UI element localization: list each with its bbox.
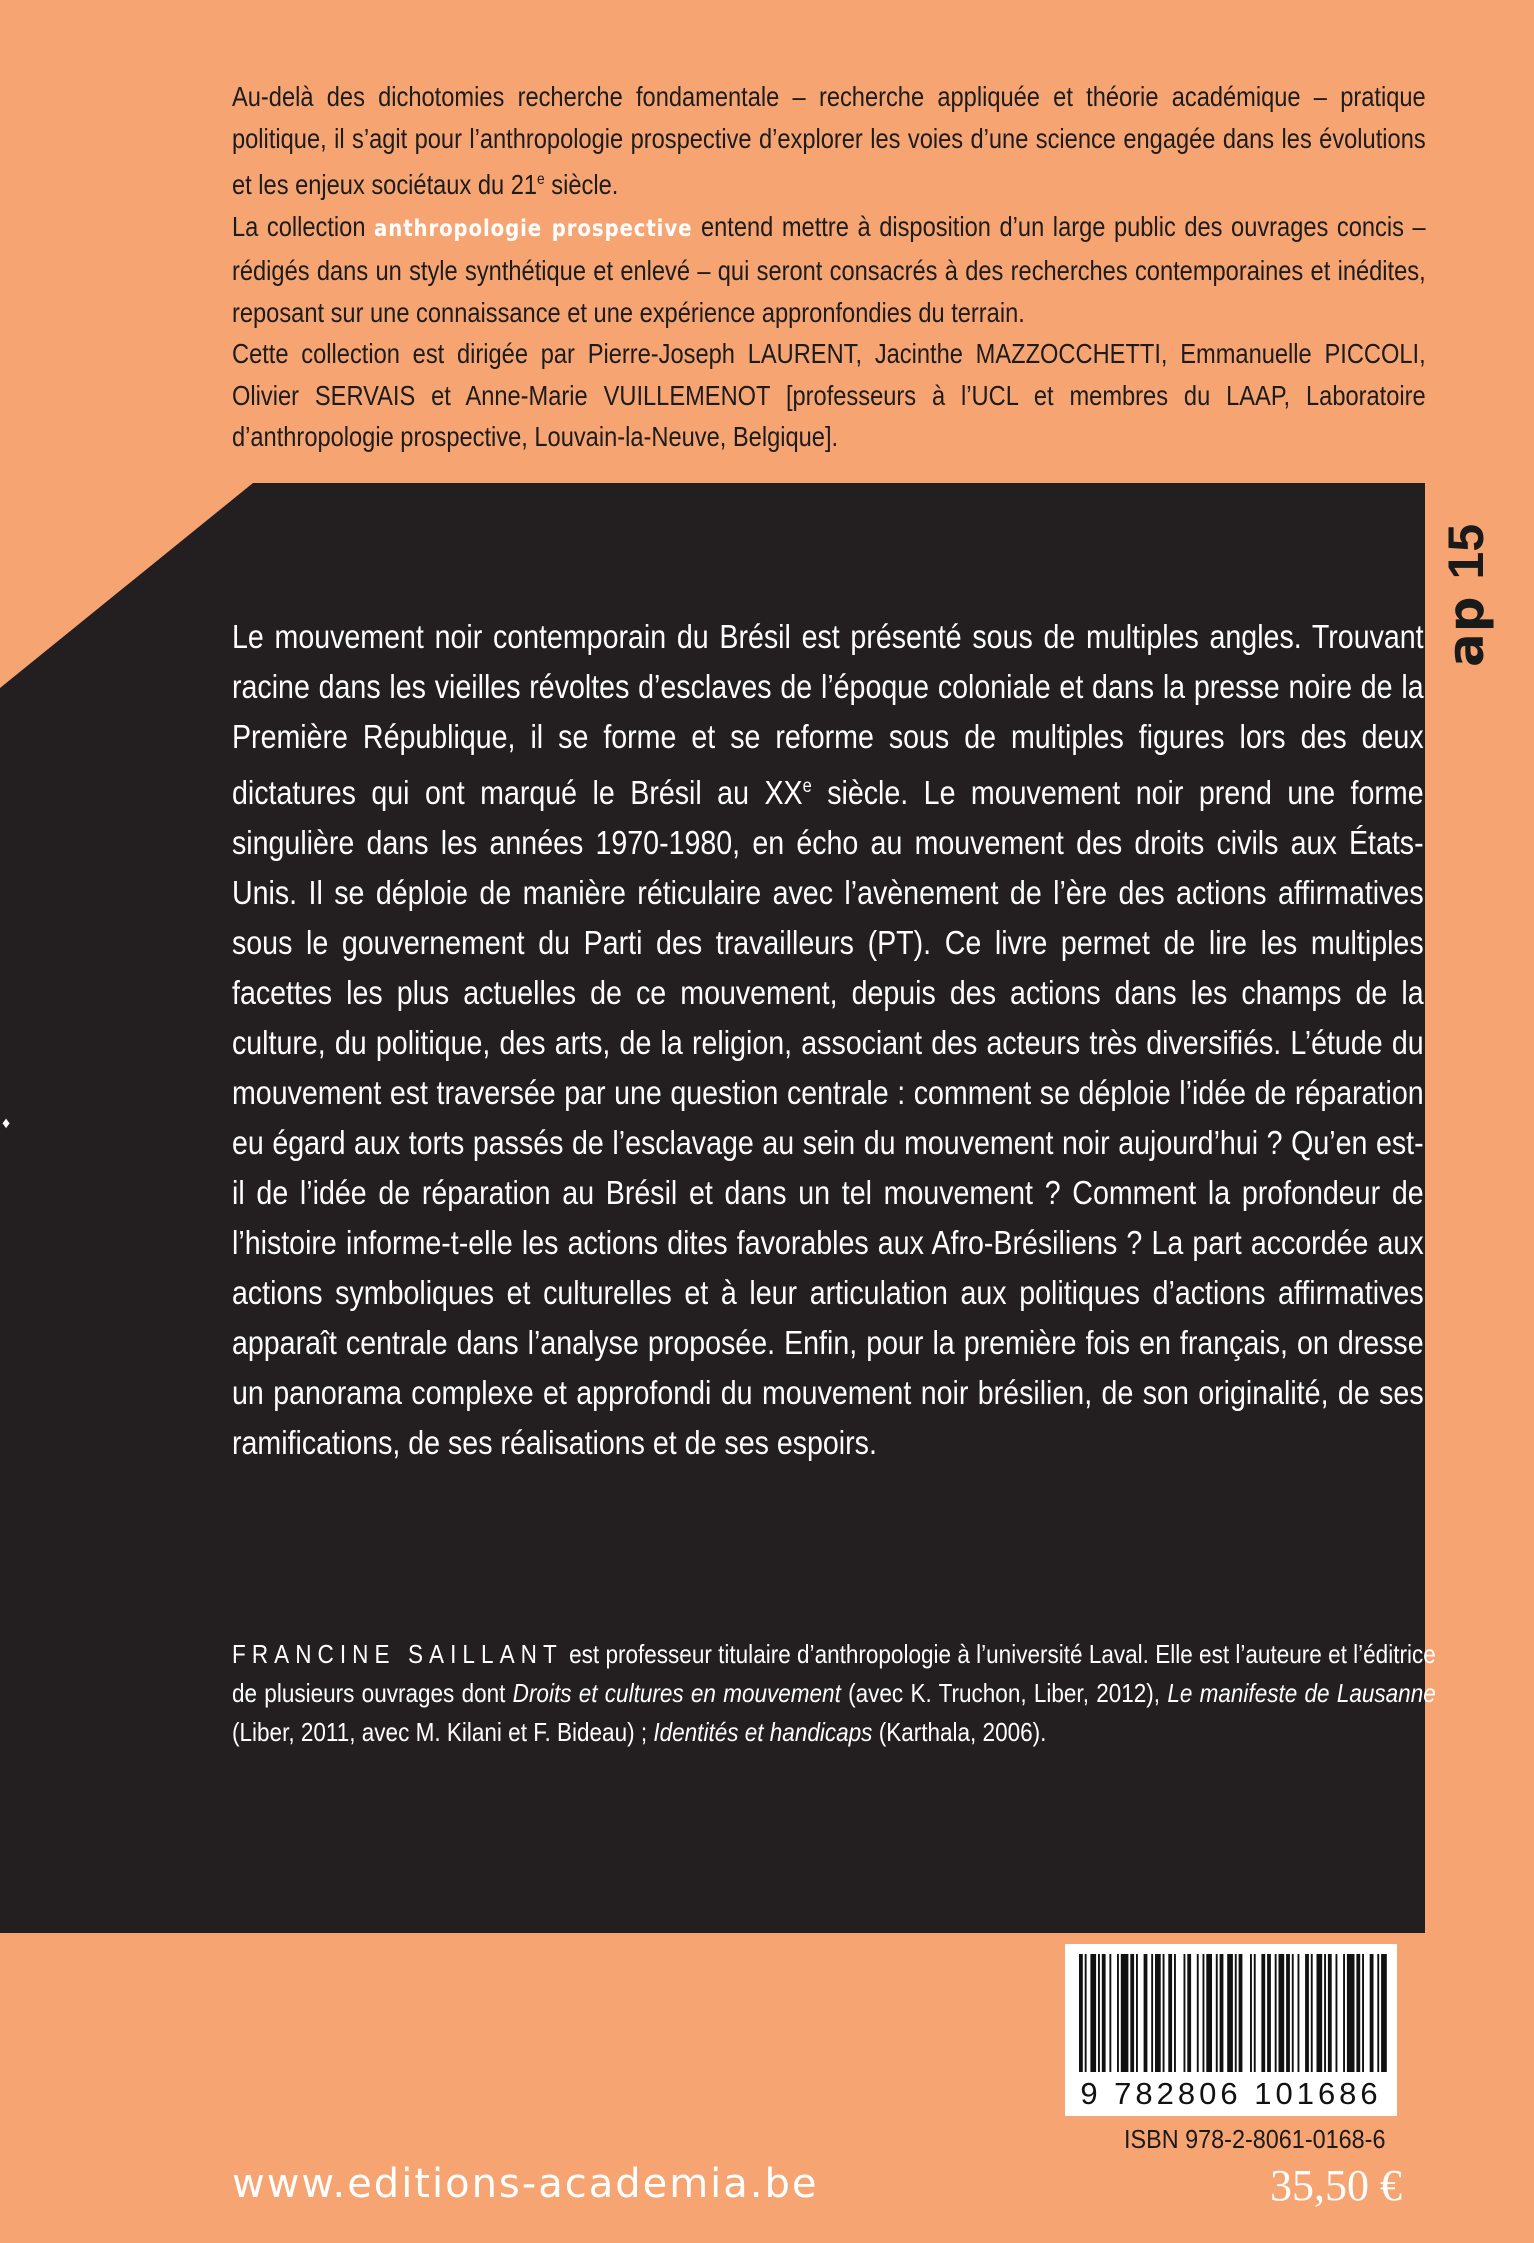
- barcode-bar: [1305, 1954, 1309, 2072]
- barcode-bar: [1370, 1954, 1374, 2072]
- barcode-bar: [1216, 1954, 1218, 2072]
- barcode-bar: [1324, 1954, 1326, 2072]
- barcode-bar: [1381, 1954, 1387, 2072]
- book-summary: Le mouvement noir contemporain du Brésil est présenté sous de multiples angles. Trouvant racine dans les vieilles révoltes d’esclaves de l’époque coloniale et dans la presse noire de la Première République, il se forme et se reforme sous de multiples figures lors des deux dictatures qui ont marqué le Brésil au XXe siècle. Le mouvement noir prend une forme singulière dans les années 1970-1980, en écho au mouvement des droits civils aux États-Unis. Il se déploie de manière réticulaire avec l’avènement de l’ère des actions affirmatives sous le gouvernement du Parti des travailleurs (PT). Ce livre permet de lire les multiples facettes les plus actuelles de ce mouvement, depuis des actions dans les champs de la culture, du politique, des arts, de la religion, associant des acteurs très diversifiés. L’étude du mouvement est traversée par une question centrale : comment se déploie l’idée de réparation eu égard aux torts passés de l’esclavage au sein du mouvement noir aujourd’hui ? Qu’en est-il de l’idée de réparation au Brésil et dans un tel mouvement ? Comment la profondeur de l’histoire informe-t-elle les actions dites favorables aux Afro-Brésiliens ? La part accordée aux actions symboliques et culturelles et à leur articulation aux politiques d’actions affirmatives apparaît centrale dans l’analyse proposée. Enfin, pour la première fois en français, on dresse un panorama complexe et approfondi du mouvement noir brésilien, de son originalité, de ses ramifications, de ses réalisations et de ses espoirs.: [232, 618, 1424, 1461]
- barcode-bar: [1079, 1954, 1083, 2072]
- barcode-bar: [1227, 1954, 1233, 2072]
- series-number: 15: [1438, 523, 1494, 580]
- barcode-bar: [1163, 1954, 1165, 2072]
- barcode-bar: [1184, 1954, 1186, 2072]
- intro-paragraph: Au-delà des dichotomies recherche fondamentale – recherche appliquée et théorie académique – pratique politique, il s’agit pour l’anthropologie prospective d’explorer les voies d’une science engagée dans les évolutions et les enjeux sociétaux du 21e siècle.: [232, 81, 1426, 201]
- barcode-bar: [1102, 1954, 1106, 2072]
- barcode-bar: [1377, 1954, 1379, 2072]
- barcode-bar: [1317, 1954, 1323, 2072]
- barcode-bar: [1347, 1954, 1355, 2072]
- barcode-bar: [1239, 1954, 1243, 2072]
- crop-mark: ♦: [2, 1115, 11, 1132]
- author-bio: FRANCINE SAILLANT est professeur titulaire d’anthropologie à l’université Laval. Elle est l’auteure et l’éditrice de plusieurs ouvrages dont Droits et cultures en mouvement (avec K. Truchon, Liber, 2012), Le manifeste de Lausanne (Liber, 2011, avec M. Kilani et F. Bideau) ; Identités et handicaps (Karthala, 2006).: [232, 1639, 1436, 1747]
- barcode-bar: [1144, 1954, 1148, 2072]
- barcode-bar: [1098, 1954, 1100, 2072]
- barcode-bar: [1206, 1954, 1212, 2072]
- barcode-bar: [1168, 1954, 1172, 2072]
- barcode-bar: [1085, 1954, 1087, 2072]
- barcode-bar: [1292, 1954, 1294, 2072]
- barcode-bar: [1121, 1954, 1129, 2072]
- barcode-bar: [1275, 1954, 1277, 2072]
- collection-paragraph: La collection anthropologie prospective entend mettre à disposition d’un large public des ouvrages concis – rédigés dans un style synthétique et enlevé – qui seront consacrés à des recherches contemporaines et inédites, reposant sur une connaissance et une expérience appronfondies du terrain.: [232, 210, 1426, 328]
- barcode-bar: [1362, 1954, 1364, 2072]
- barcode-bar: [1109, 1954, 1111, 2072]
- barcode-bar: [1311, 1954, 1313, 2072]
- barcode-bar: [1343, 1954, 1345, 2072]
- isbn: ISBN 978-2-8061-0168-6: [1124, 2124, 1386, 2154]
- directors-paragraph: Cette collection est dirigée par Pierre-Joseph LAURENT, Jacinthe MAZZOCCHETTI, Emmanuelle PICCOLI, Olivier SERVAIS et Anne-Marie VUILLEMENOT [professeurs à l’UCL et membres du LAAP, Laboratoire d’anthropologie prospective, Louvain-la-Neuve, Belgique].: [232, 338, 1426, 453]
- barcode-bar: [1090, 1954, 1096, 2072]
- website-url[interactable]: www.editions-academia.be: [232, 2161, 819, 2207]
- barcode-bar: [1220, 1954, 1224, 2072]
- barcode-bar: [1254, 1954, 1256, 2072]
- barcode-bar: [1261, 1954, 1265, 2072]
- series-label: [1436, 487, 1496, 667]
- barcode-bars: [1065, 1944, 1397, 2074]
- author-name: FRANCINE SAILLANT: [232, 1639, 563, 1669]
- barcode-bar: [1187, 1954, 1191, 2072]
- price: 35,50 €: [1270, 2161, 1402, 2210]
- collection-intro: [232, 76, 1426, 458]
- barcode-bar: [1328, 1954, 1332, 2072]
- barcode-bar: [1235, 1954, 1237, 2072]
- barcode-bar: [1203, 1954, 1205, 2072]
- barcode-bar: [1267, 1954, 1271, 2072]
- barcode-bar: [1197, 1954, 1199, 2072]
- collection-name: anthropologie prospective: [374, 215, 693, 242]
- series-prefix: ap: [1437, 595, 1495, 667]
- barcode-bar: [1250, 1954, 1252, 2072]
- barcode-bar: [1336, 1954, 1338, 2072]
- barcode-bar: [1130, 1954, 1134, 2072]
- barcode-bar: [1136, 1954, 1138, 2072]
- barcode-bar: [1279, 1954, 1285, 2072]
- barcode-bar: [1155, 1954, 1161, 2072]
- barcode-digits: 9 782806 101686: [1080, 2076, 1382, 2111]
- barcode-bar: [1298, 1954, 1300, 2072]
- barcode-bar: [1174, 1954, 1176, 2072]
- barcode-bar: [1117, 1954, 1119, 2072]
- barcode-bar: [1151, 1954, 1153, 2072]
- barcode-bar: [1286, 1954, 1290, 2072]
- barcode-bar: [1356, 1954, 1360, 2072]
